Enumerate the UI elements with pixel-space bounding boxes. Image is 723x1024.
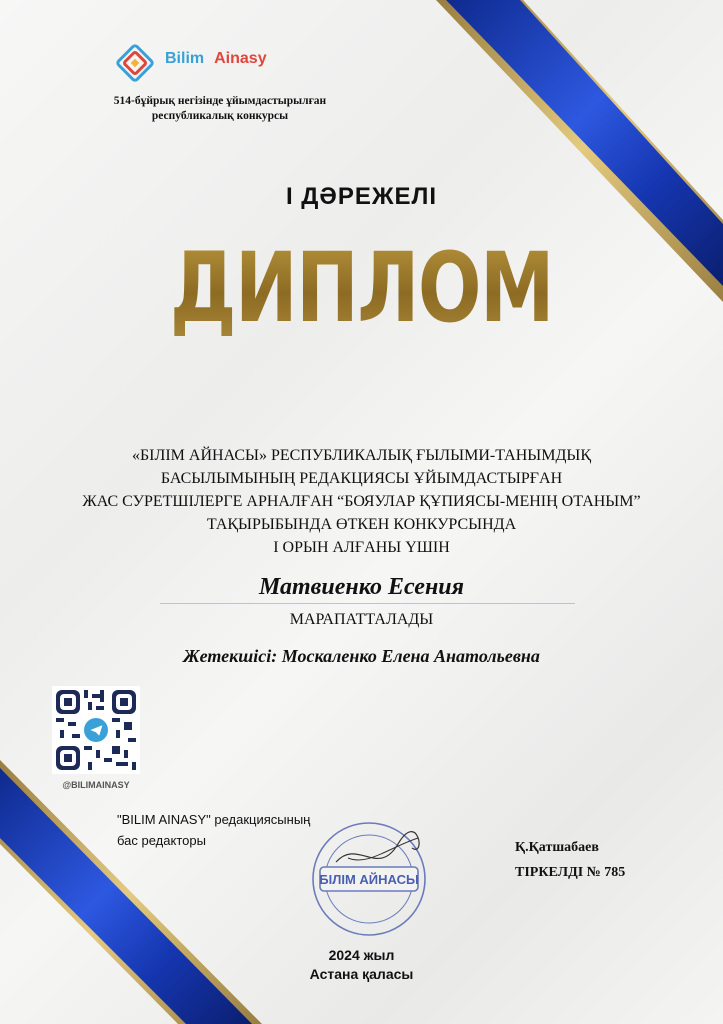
bilim-ainasy-logo-icon: [112, 40, 158, 86]
editor-name: Қ.Қатшабаев: [515, 840, 599, 855]
description-line: I ОРЫН АЛҒАНЫ ҮШІН: [273, 539, 450, 556]
official-stamp-icon: [308, 818, 430, 940]
editor-title-line2: бас редакторы: [117, 833, 206, 848]
qr-code-icon[interactable]: [52, 686, 140, 774]
organizer-note: 514-бұйрық негізінде ұйымдастырылған республикалық конкурсы: [113, 95, 327, 122]
award-description: [0, 444, 723, 559]
stamp-text: БІЛІМ АЙНАСЫ: [319, 872, 419, 887]
description-line: ТАҚЫРЫБЫНДА ӨТКЕН КОНКУРСЫНДА: [206, 516, 517, 533]
issue-year: 2024 жыл: [328, 947, 395, 963]
recipient-underline: [160, 603, 575, 604]
brand-second: Ainasy: [214, 50, 267, 67]
ribbon-bottom-left-gold-edge: [0, 760, 262, 1024]
supervisor-name: Жетекшісі: Москаленко Елена Анатольевна: [183, 646, 540, 666]
diploma-title: ДИПЛОМ: [79, 232, 643, 344]
description-line: ЖАС СУРЕТШІЛЕРГЕ АРНАЛҒАН “БОЯУЛАР ҚҰПИЯСЫ-МЕНІҢ ОТАНЫМ”: [82, 493, 641, 510]
registration-number: ТІРКЕЛДІ № 785: [515, 865, 626, 880]
description-line: БАСЫЛЫМЫНЫҢ РЕДАКЦИЯСЫ ҰЙЫМДАСТЫРҒАН: [160, 470, 563, 487]
brand-first: Bilim: [165, 50, 205, 67]
editor-title-line1: "BILIM AINASY" редакциясының: [117, 812, 311, 827]
description-line: «БІЛІМ АЙНАСЫ» РЕСПУБЛИКАЛЫҚ ҒЫЛЫМИ-ТАНЫМДЫҚ: [131, 447, 591, 464]
qr-handle-label: @BILIMAINASY: [62, 780, 130, 790]
brand-name: [165, 50, 267, 68]
awarded-label: МАРАПАТТАЛАДЫ: [289, 611, 434, 628]
recipient-name: Матвиенко Есения: [259, 574, 464, 600]
degree-heading: I ДӘРЕЖЕЛІ: [285, 183, 438, 210]
issue-city: Астана қаласы: [309, 966, 414, 982]
